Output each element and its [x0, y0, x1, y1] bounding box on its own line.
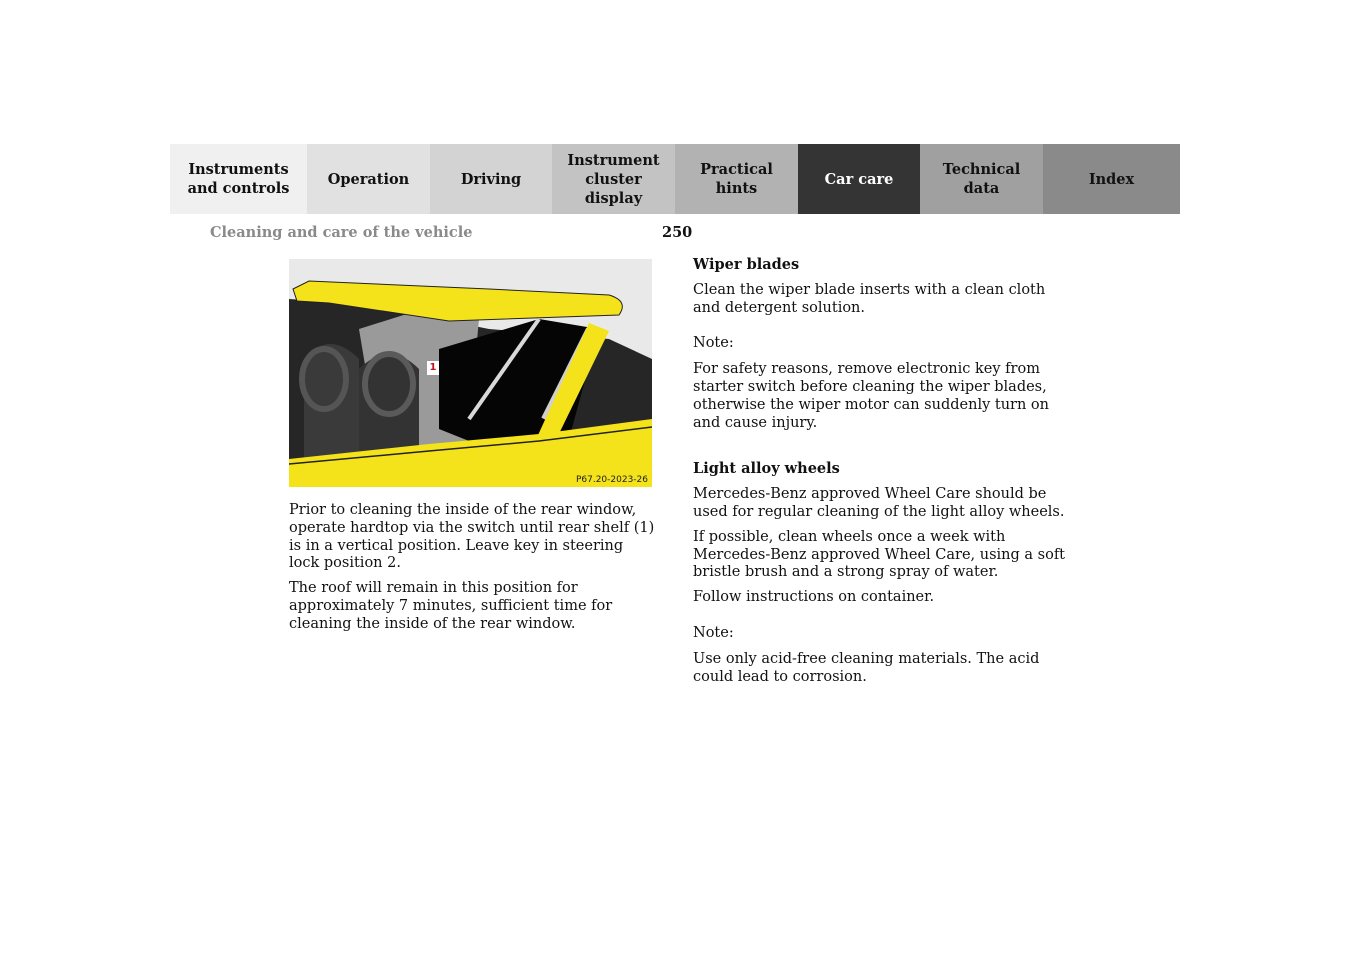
- tab-label: Instruments: [188, 161, 289, 178]
- tab-instrument-cluster-display[interactable]: [552, 144, 675, 214]
- tab-label: Technical: [942, 161, 1021, 178]
- paragraph: Follow instructions on container.: [693, 589, 935, 606]
- tab-label: Operation: [327, 170, 410, 188]
- paragraph: Mercedes-Benz approved Wheel Care should be used for regular cleaning of the light alloy wheels.: [693, 486, 1065, 520]
- tab-label: data: [963, 180, 1000, 197]
- tab-label: Index: [1088, 170, 1135, 188]
- tab-instruments-and-controls[interactable]: [170, 144, 307, 214]
- note-label: Note:: [693, 335, 734, 352]
- note-text: Use only acid-free cleaning materials. The acid could lead to corrosion.: [693, 650, 1040, 685]
- heading-light-alloy-wheels: Light alloy wheels: [693, 460, 840, 478]
- right-column: [693, 256, 1065, 693]
- tab-car-care[interactable]: [798, 144, 920, 214]
- convertible-interior-drawing: [289, 259, 652, 487]
- tab-operation[interactable]: [307, 144, 430, 214]
- figure-code: P67.20-2023-26: [575, 475, 648, 485]
- callout-1: 1: [427, 361, 439, 375]
- tab-label: Car care: [824, 170, 894, 188]
- note-text: For safety reasons, remove electronic key from starter switch before cleaning the wiper blades, otherwise the wiper motor can suddenly turn on and cause injury.: [693, 361, 1050, 431]
- tab-technical-data[interactable]: [920, 144, 1043, 214]
- paragraph: Clean the wiper blade inserts with a clean cloth and detergent solution.: [693, 281, 1046, 316]
- tab-index[interactable]: [1043, 144, 1180, 214]
- paragraph: Prior to cleaning the inside of the rear window, operate hardtop via the switch until rear shelf (1) is in a vertical position. Leave key in steering lock position 2.: [289, 502, 655, 572]
- note-label: Note:: [693, 624, 734, 641]
- tab-driving[interactable]: [430, 144, 552, 214]
- tab-label: cluster display: [584, 170, 643, 207]
- heading-wiper-blades: Wiper blades: [693, 256, 800, 273]
- paragraph: If possible, clean wheels once a week with Mercedes-Benz approved Wheel Care, using a soft bristle brush and a strong spray of water.: [693, 528, 1066, 581]
- tab-label: and controls: [187, 180, 290, 197]
- section-nav: [170, 144, 1180, 214]
- hardtop-illustration: [289, 259, 652, 487]
- tab-practical-hints[interactable]: [675, 144, 798, 214]
- left-column: [289, 502, 657, 641]
- page-number: 250: [662, 224, 693, 241]
- tab-label: Instrument: [567, 151, 660, 169]
- paragraph: The roof will remain in this position for approximately 7 minutes, sufficient time for cleaning the inside of the rear window.: [289, 580, 613, 632]
- section-title: Cleaning and care of the vehicle: [210, 224, 473, 241]
- tab-label: Practical hints: [700, 161, 773, 197]
- tab-label: Driving: [460, 170, 522, 188]
